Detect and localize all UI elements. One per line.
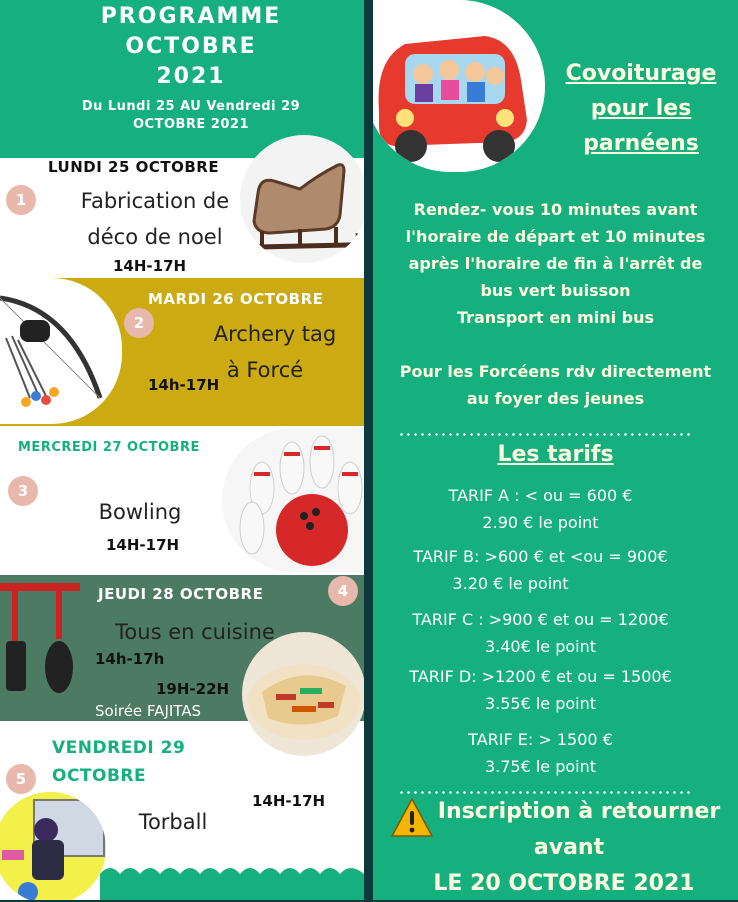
tarif-b-line2: 3.20 € le point bbox=[452, 574, 569, 593]
programme-title-line1: PROGRAMME bbox=[100, 4, 282, 29]
day2-number-badge: 2 bbox=[124, 308, 154, 338]
day3-time: 14H-17H bbox=[106, 536, 180, 554]
bowling-image bbox=[222, 428, 364, 572]
day5-time: 14H-17H bbox=[252, 792, 326, 810]
tarif-a-line2: 2.90 € le point bbox=[482, 513, 599, 532]
day5-title bbox=[52, 734, 185, 790]
covoiturage-info-line3: après l'horaire de fin à l'arrêt de bbox=[408, 254, 703, 273]
forceens-info-line2: au foyer des jeunes bbox=[466, 389, 645, 408]
day2-activity-line2: à Forcé bbox=[226, 358, 304, 382]
day3-activity: Bowling bbox=[98, 500, 182, 524]
day4-activity: Tous en cuisine bbox=[115, 620, 275, 644]
scallop-edge-bottom bbox=[0, 856, 364, 900]
inscription-line2: avant bbox=[533, 835, 605, 860]
programme-title-line2: OCTOBRE bbox=[125, 34, 257, 59]
day1-title: LUNDI 25 OCTOBRE bbox=[48, 158, 220, 176]
day3-title: MERCREDI 27 OCTOBRE bbox=[18, 440, 200, 455]
programme-title bbox=[0, 2, 364, 92]
programme-dates bbox=[0, 98, 364, 134]
covoiturage-info-line2: l'horaire de départ et 10 minutes bbox=[405, 227, 706, 246]
programme-panel bbox=[0, 0, 364, 900]
dotted-divider-top bbox=[398, 433, 692, 436]
covoiturage-title-line2: pour les bbox=[590, 96, 692, 121]
covoiturage-info-line1: Rendez- vous 10 minutes avant bbox=[413, 200, 698, 219]
covoiturage-info-line5: Transport en mini bus bbox=[456, 308, 655, 327]
inscription-line3: LE 20 OCTOBRE 2021 bbox=[433, 871, 695, 896]
day4-extra: Soirée FAJITAS bbox=[95, 702, 202, 720]
covoiturage-title-line1: Covoiturage bbox=[565, 61, 717, 86]
day2-activity bbox=[200, 316, 350, 388]
day2-activity-line1: Archery tag bbox=[213, 322, 337, 346]
day5-title-line1: VENDREDI 29 bbox=[52, 738, 186, 758]
day1-number-badge: 1 bbox=[6, 185, 36, 215]
covoiturage-title bbox=[551, 56, 731, 161]
inscription-notice bbox=[420, 794, 738, 902]
tarif-d-line2: 3.55€ le point bbox=[484, 694, 597, 713]
day2-title: MARDI 26 OCTOBRE bbox=[148, 290, 324, 308]
tarif-c-line1: TARIF C : >900 € et ou = 1200€ bbox=[412, 610, 669, 629]
forceens-info-line1: Pour les Forcéens rdv directement bbox=[399, 362, 712, 381]
tarif-a bbox=[373, 482, 708, 536]
programme-dates-line1: Du Lundi 25 AU Vendredi 29 bbox=[81, 99, 301, 114]
day3-number-badge: 3 bbox=[8, 476, 38, 506]
day5-activity: Torball bbox=[138, 810, 208, 834]
programme-dates-line2: OCTOBRE 2021 bbox=[132, 117, 250, 132]
day1-activity bbox=[70, 183, 240, 255]
day5-title-line2: OCTOBRE bbox=[52, 766, 147, 786]
tarif-a-line1: TARIF A : < ou = 600 € bbox=[448, 486, 633, 505]
covoiturage-info bbox=[373, 196, 738, 412]
day1-activity-line1: Fabrication de bbox=[80, 189, 230, 213]
day4-title: JEUDI 28 OCTOBRE bbox=[98, 585, 264, 603]
day4-time2: 19H-22H bbox=[156, 680, 230, 698]
tarif-e-line1: TARIF E: > 1500 € bbox=[468, 730, 613, 749]
panel-divider bbox=[364, 0, 373, 900]
programme-title-line3: 2021 bbox=[156, 64, 226, 89]
kitchen-utensils-image bbox=[0, 575, 80, 721]
day4-number-badge: 4 bbox=[328, 576, 358, 606]
day4-time: 14h-17h bbox=[95, 650, 165, 668]
tarif-b-line1: TARIF B: >600 € et <ou = 900€ bbox=[413, 547, 668, 566]
covoiturage-title-line3: parnéens bbox=[583, 131, 699, 156]
sled-decoration-image bbox=[240, 135, 364, 263]
tarif-d bbox=[373, 663, 708, 717]
tarif-c-line2: 3.40€ le point bbox=[484, 637, 597, 656]
tarif-d-line1: TARIF D: >1200 € et ou = 1500€ bbox=[409, 667, 672, 686]
tarif-c bbox=[373, 606, 708, 660]
tarif-b bbox=[373, 543, 708, 597]
carpool-car-image bbox=[373, 0, 545, 172]
inscription-line1: Inscription à retourner bbox=[437, 799, 721, 824]
day1-activity-line2: déco de noel bbox=[87, 225, 223, 249]
tarifs-title: Les tarifs bbox=[497, 442, 614, 467]
day5-number-badge: 5 bbox=[6, 764, 36, 794]
day1-time: 14H-17H bbox=[113, 257, 187, 275]
day2-time: 14h-17H bbox=[148, 376, 220, 394]
tarif-e-line2: 3.75€ le point bbox=[484, 757, 597, 776]
covoiturage-info-line4: bus vert buisson bbox=[480, 281, 631, 300]
tarif-e bbox=[373, 726, 708, 780]
fajitas-image bbox=[242, 632, 364, 756]
